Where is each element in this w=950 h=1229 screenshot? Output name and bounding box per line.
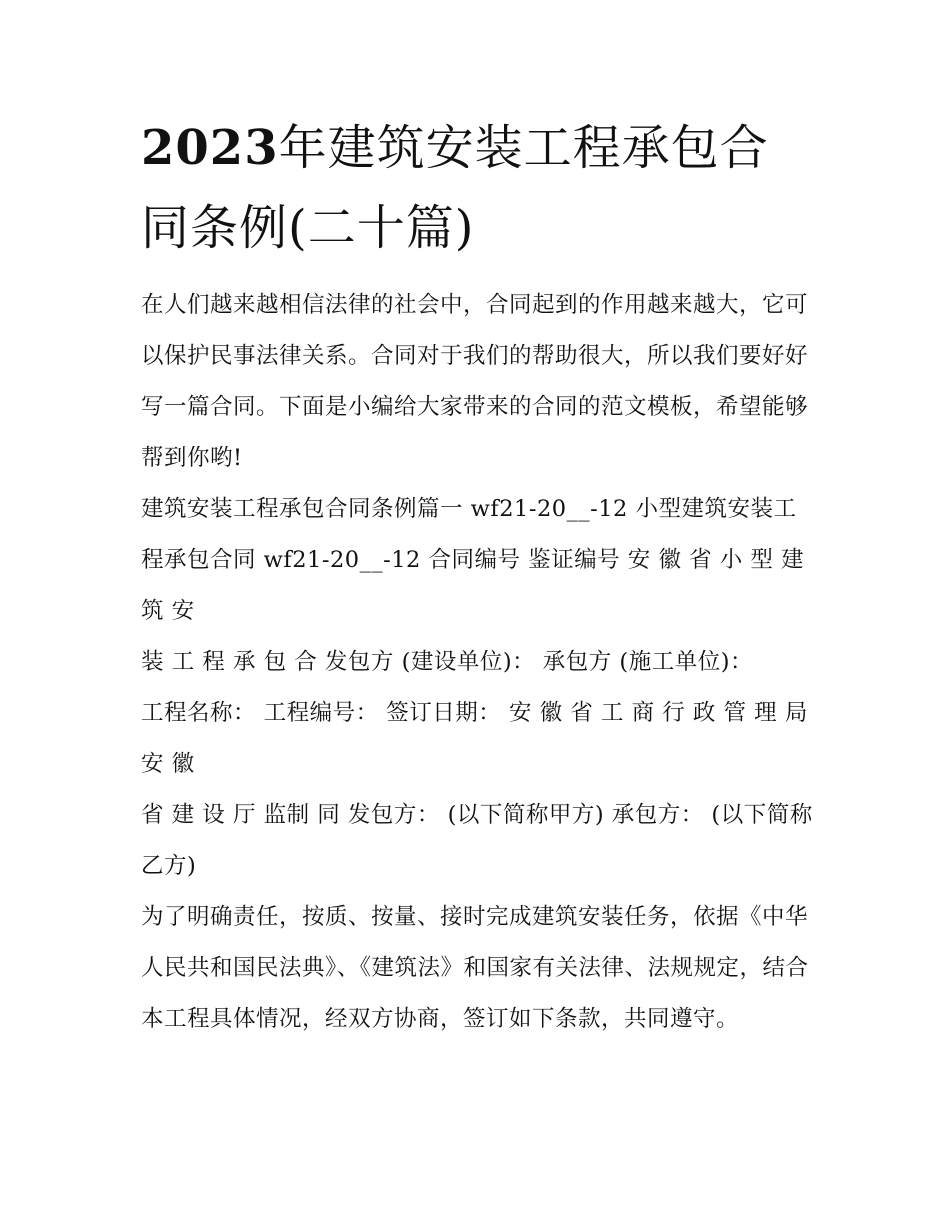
project-info-paragraph: 工程名称： 工程编号： 签订日期： 安 徽 省 工 商 行 政 管 理 局 安 徽 xyxy=(141,700,808,777)
intro-paragraph: 在人们越来越相信法律的社会中，合同起到的作用越来越大，它可以保护民事法律关系。合同对于我们的帮助很大，所以我们要好好写一篇合同。下面是小编给大家带来的合同的范文模板，希望能够帮到你哟! xyxy=(141,292,809,471)
document-title xyxy=(141,108,813,268)
title-year: 2023 xyxy=(141,120,279,176)
parties-paragraph: 装 工 程 承 包 合 发包方 (建设单位)： 承包方 (施工单位)： xyxy=(141,649,753,675)
document-page xyxy=(141,108,813,1045)
contract-header-paragraph: 建筑安装工程承包合同条例篇一 wf21-20__-12 小型建筑安装工程承包合同 wf21-20__-12 合同编号 鉴证编号 安 徽 省 小 型 建 筑 安 xyxy=(141,496,805,624)
purpose-paragraph: 为了明确责任，按质、按量、接时完成建筑安装任务，依据《中华人民共和国民法典》、《建筑法》和国家有关法律、法规规定，结合本工程具体情况，经双方协商，签订如下条款，共同遵守。 xyxy=(141,904,809,1032)
title-text: 年建筑安装工程承包合同条例(二十篇) xyxy=(141,120,769,256)
supervision-paragraph: 省 建 设 厅 监制 同 发包方： (以下简称甲方) 承包方： (以下简称乙方) xyxy=(141,802,813,879)
